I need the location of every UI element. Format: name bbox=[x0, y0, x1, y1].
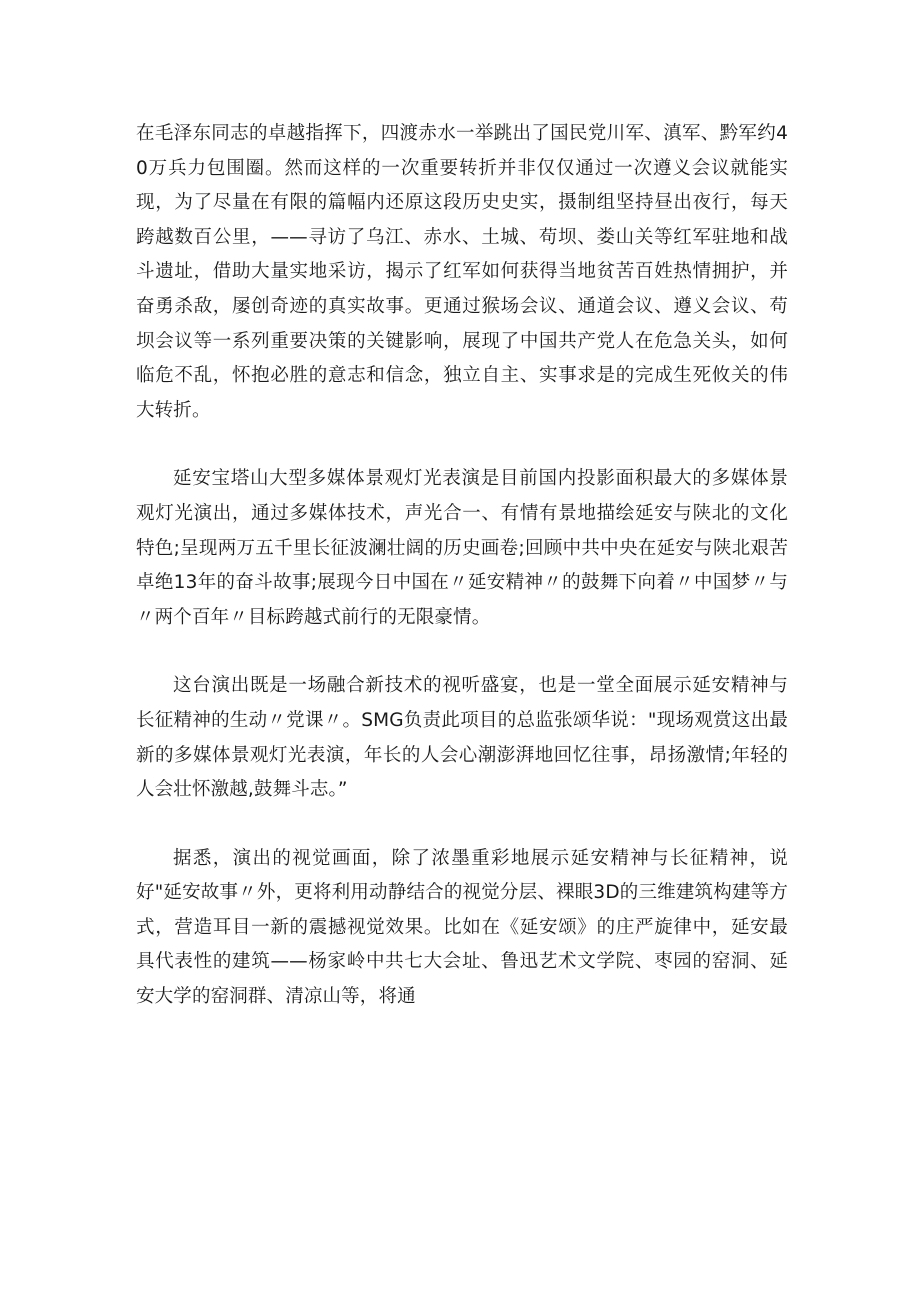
paragraph-1: 在毛泽东同志的卓越指挥下，四渡赤水一举跳出了国民党川军、滇军、黔军约40万兵力包围圈。然而这样的一次重要转折并非仅仅通过一次遵义会议就能实现，为了尽量在有限的篇幅内还原这段历史史实，摄制组坚持昼出夜行，每天跨越数百公里，——寻访了乌江、赤水、土城、苟坝、娄山关等红军驻地和战斗遗址，借助大量实地采访，揭示了红军如何获得当地贫苦百姓热情拥护，并奋勇杀敌，屡创奇迹的真实故事。更通过猴场会议、通道会议、遵义会议、苟坝会议等一系列重要决策的关键影响，展现了中国共产党人在危急关头，如何临危不乱，怀抱必胜的意志和信念，独立自主、实事求是的完成生死攸关的伟大转折。 bbox=[136, 123, 788, 421]
paragraph-4: 据悉，演出的视觉画面，除了浓墨重彩地展示延安精神与长征精神，说好"延安故事〃外，更将利用动静结合的视觉分层、裸眼3D的三维建筑构建等方式，营造耳目一新的震撼视觉效果。比如在《延安颂》的庄严旋律中，延安最具代表性的建筑——杨家岭中共七大会址、鲁迅艺术文学院、枣园的窑洞、延安大学的窑洞群、清凉山等，将通 bbox=[136, 847, 788, 1008]
paragraph-2: 延安宝塔山大型多媒体景观灯光表演是目前国内投影面积最大的多媒体景观灯光演出，通过多媒体技术，声光合一、有情有景地描绘延安与陕北的文化特色;呈现两万五千里长征波澜壮阔的历史画卷;回顾中共中央在延安与陕北艰苦卓绝13年的奋斗故事;展现今日中国在〃延安精神〃的鼓舞下向着〃中国梦〃与〃两个百年〃目标跨越式前行的无限豪情。 bbox=[136, 468, 788, 628]
document-body bbox=[136, 117, 788, 1049]
paragraph-3: 这台演出既是一场融合新技术的视听盛宴，也是一堂全面展示延安精神与长征精神的生动〃党课〃。SMG负责此项目的总监张颂华说："现场观赏这出最新的多媒体景观灯光表演，年长的人会心潮澎湃地回忆往事，昂扬激情;年轻的人会壮怀激越,鼓舞斗志。” bbox=[136, 675, 788, 801]
